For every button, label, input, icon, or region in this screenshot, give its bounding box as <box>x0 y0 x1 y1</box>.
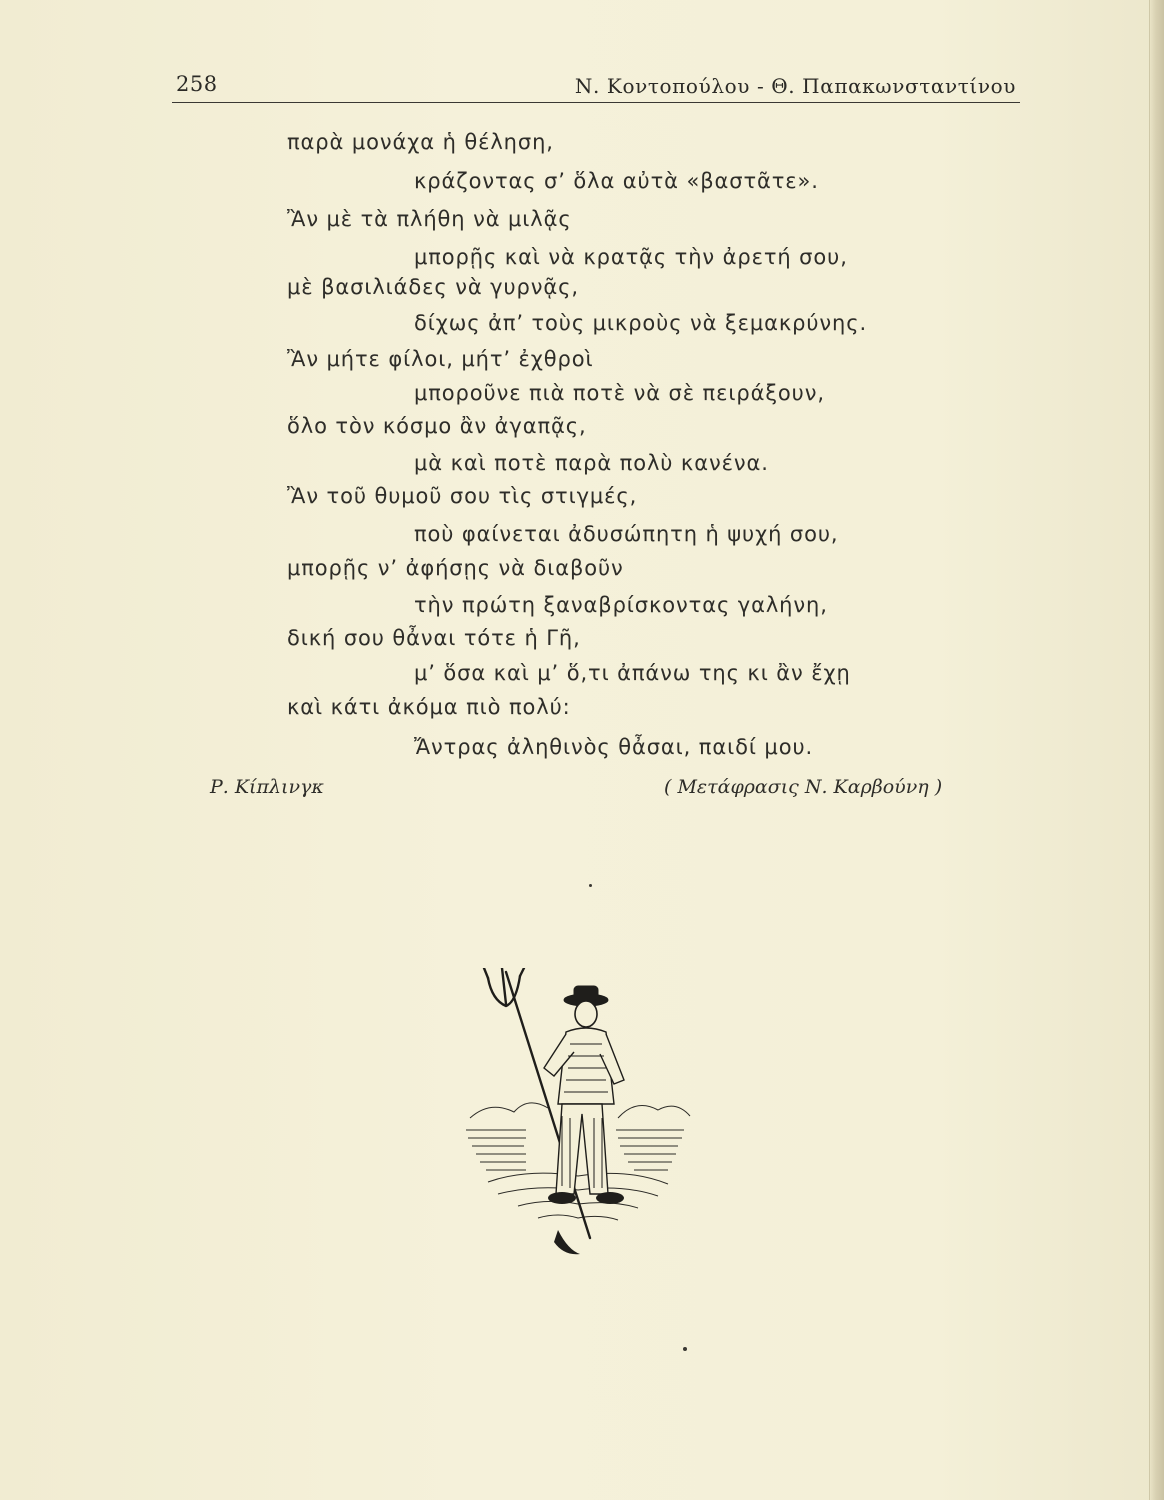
poem-line: μ’ ὅσα καὶ μ’ ὅ,τι ἀπάνω της κι ἂν ἔχῃ <box>414 661 851 685</box>
poem-line: καὶ κάτι ἀκόμα πιὸ πολύ: <box>287 695 571 719</box>
poem-line: ὅλο τὸν κόσμο ἂν ἀγαπᾷς, <box>287 414 587 438</box>
poem-line: κράζοντας σ’ ὅλα αὐτὰ «βαστᾶτε». <box>414 169 819 193</box>
poem-line: μποροῦνε πιὰ ποτὲ νὰ σὲ πειράξουν, <box>414 381 825 405</box>
poem-line: Ἂν τοῦ θυμοῦ σου τὶς στιγμές, <box>287 484 638 508</box>
poem-line: Ἄντρας ἀληθινὸς θἆσαι, παιδί μου. <box>414 735 814 759</box>
poem-author: Ρ. Κίπλινγκ <box>210 776 324 798</box>
running-head: Ν. Κοντοπούλου - Θ. Παπακωνσταντίνου <box>574 74 1016 98</box>
poem-line: ποὺ φαίνεται ἀδυσώπητη ἡ ψυχή σου, <box>414 522 839 546</box>
poem-line: Ἂν μὲ τὰ πλήθη νὰ μιλᾷς <box>287 207 572 231</box>
ink-speck <box>683 1347 687 1351</box>
farmer-with-pitchfork-icon <box>458 968 698 1258</box>
translator-credit: ( Μετάφρασις Ν. Καρβούνη ) <box>664 776 943 798</box>
poem-line: μπορῇς ν’ ἀφήσῃς νὰ διαβοῦν <box>287 556 624 580</box>
poem-line: παρὰ μονάχα ἡ θέληση, <box>287 130 554 154</box>
ink-speck <box>589 884 592 887</box>
poem-line: μπορῇς καὶ νὰ κρατᾷς τὴν ἀρετή σου, <box>414 245 848 269</box>
poem-line: μὰ καὶ ποτὲ παρὰ πολὺ κανένα. <box>414 451 769 475</box>
page-number: 258 <box>176 72 218 96</box>
poem-line: Ἂν μήτε φίλοι, μήτ’ ἐχθροὶ <box>287 347 594 371</box>
poem-line: μὲ βασιλιάδες νὰ γυρνᾷς, <box>287 275 579 299</box>
poem-line: δίχως ἀπ’ τοὺς μικροὺς νὰ ξεμακρύνης. <box>414 311 868 335</box>
poem-line: δική σου θἆναι τότε ἡ Γῆ, <box>287 626 581 650</box>
poem-line: τὴν πρώτη ξαναβρίσκοντας γαλήνη, <box>414 593 828 617</box>
page-edge <box>1149 0 1164 1500</box>
